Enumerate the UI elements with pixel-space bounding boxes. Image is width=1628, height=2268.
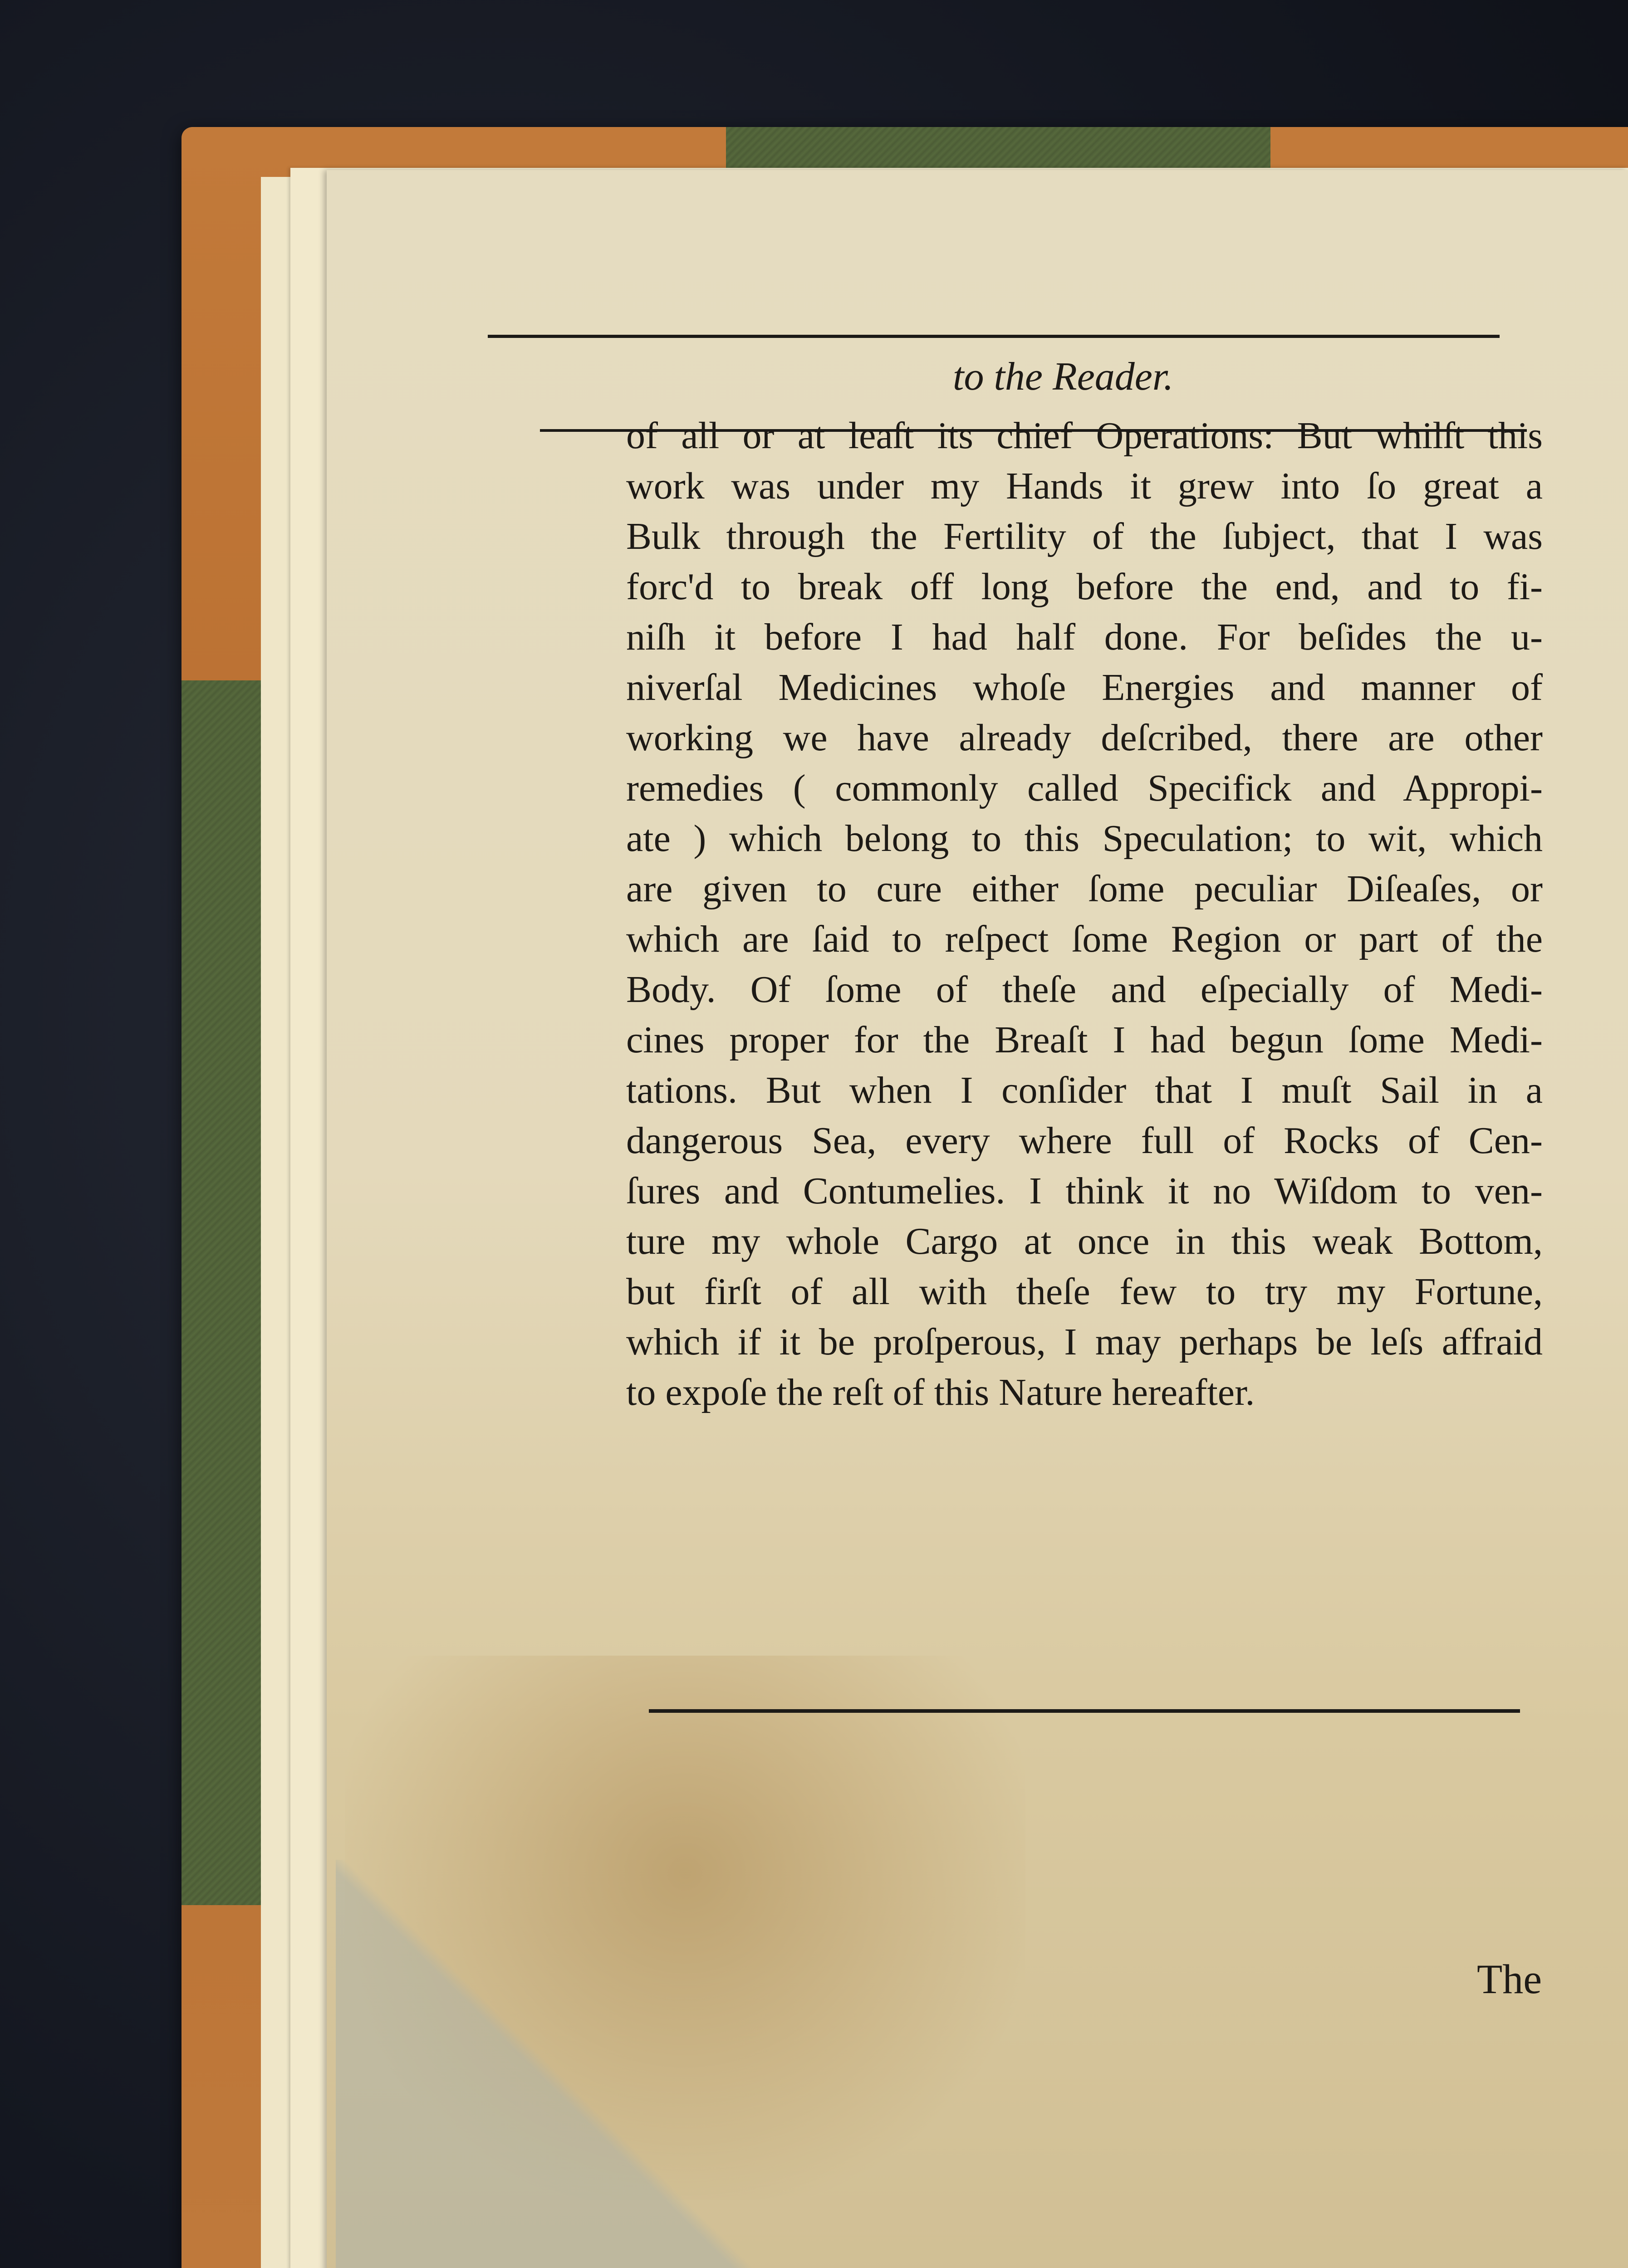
- footer-rule: [649, 1709, 1520, 1713]
- text-line: remedies ( commonly called Specifick and Appropi-: [626, 767, 1543, 809]
- text-line: ate ) which belong to this Speculation; to wit, which: [626, 817, 1543, 860]
- text-line: to expoſe the reſt of this Nature hereafter.: [626, 1371, 1255, 1413]
- text-line: niſh it before I had half done. For beſides the u-: [626, 616, 1543, 658]
- text-line: work was under my Hands it grew into ſo great a: [626, 465, 1543, 507]
- text-line: ture my whole Cargo at once in this weak Bottom,: [626, 1220, 1543, 1262]
- text-line: cines proper for the Breaſt I had begun ſome Medi-: [626, 1019, 1543, 1061]
- header-rule-top: [488, 335, 1500, 338]
- cloth-panel-top: [726, 127, 1270, 168]
- page-corner-repair: [336, 1860, 835, 2268]
- text-line: tations. But when I conſider that I muſt Sail in a: [626, 1069, 1543, 1111]
- text-line: forc'd to break off long before the end, and to fi-: [626, 566, 1543, 608]
- text-line: Bulk through the Fertility of the ſubject, that I was: [626, 515, 1543, 557]
- text-line: working we have already deſcribed, there are other: [626, 717, 1543, 759]
- body-text: [626, 411, 1543, 1418]
- text-line: niverſal Medicines whoſe Energies and manner of: [626, 666, 1543, 709]
- text-line: which if it be proſperous, I may perhaps be leſs affraid: [626, 1321, 1543, 1363]
- catchword: The: [1477, 1956, 1542, 2002]
- text-line: dangerous Sea, every where full of Rocks of Cen-: [626, 1119, 1543, 1162]
- text-line: are given to cure either ſome peculiar Diſeaſes, or: [626, 868, 1543, 910]
- text-line: ſures and Contumelies. I think it no Wiſdom to ven-: [626, 1170, 1543, 1212]
- text-line: of all or at leaſt its chief Operations: But whilſt this: [626, 415, 1543, 457]
- cloth-panel: [181, 680, 272, 1905]
- text-line: which are ſaid to reſpect ſome Region or part of the: [626, 918, 1543, 960]
- text-line: but firſt of all with theſe few to try my Fortune,: [626, 1271, 1543, 1313]
- text-line: Body. Of ſome of theſe and eſpecially of Medi-: [626, 968, 1543, 1011]
- running-head: to the Reader.: [953, 355, 1174, 399]
